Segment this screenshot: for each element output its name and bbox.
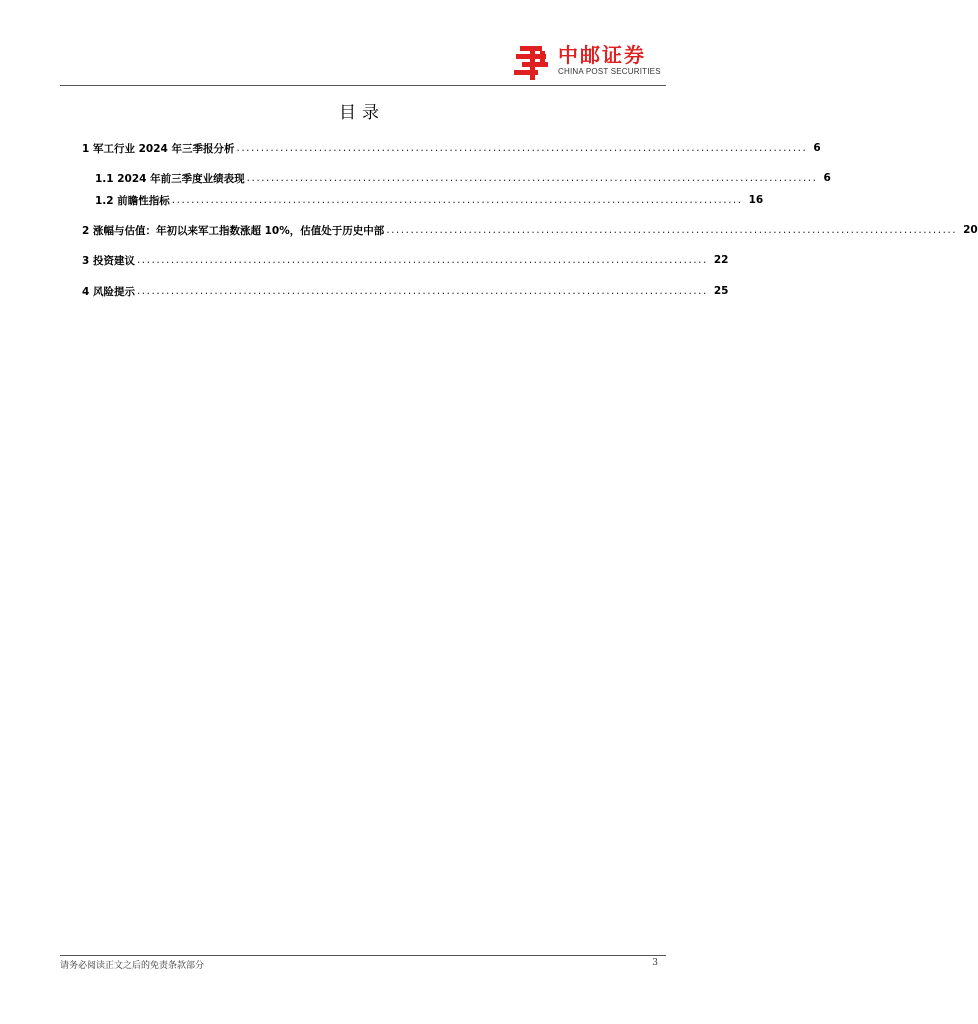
toc-entry-page: 25 xyxy=(713,285,729,297)
toc-entry-label: 1 军工行业 2024 年三季报分析 xyxy=(82,142,235,155)
page-header xyxy=(0,0,724,86)
toc-entry[interactable] xyxy=(82,140,821,156)
toc-dot-leader: ...................................................................................................................... xyxy=(386,224,958,236)
toc-entry-page: 6 xyxy=(813,142,821,154)
toc-entry-label: 1.1 2024 年前三季度业绩表现 xyxy=(95,172,245,185)
brand-name-cn: 中邮证券 xyxy=(558,43,646,67)
toc-dot-leader: ...................................................................................................................... xyxy=(136,285,708,297)
toc-entry-label: 1.2 前瞻性指标 xyxy=(95,194,170,207)
china-post-logo-icon xyxy=(514,42,554,82)
toc-entry-label: 4 风险提示 xyxy=(82,285,135,298)
toc-entry[interactable] xyxy=(82,252,729,268)
brand-logo xyxy=(514,42,674,82)
toc-entry-page: 6 xyxy=(823,172,831,184)
toc-entry-label: 2 涨幅与估值：年初以来军工指数涨超 10%，估值处于历史中部 xyxy=(82,224,385,237)
toc-entry-page: 20 xyxy=(963,224,978,236)
header-divider xyxy=(60,85,666,86)
toc-entry[interactable] xyxy=(95,192,764,208)
toc-dot-leader: ...................................................................................................................... xyxy=(236,142,808,154)
toc-entry[interactable] xyxy=(82,222,978,238)
toc-dot-leader: ...................................................................................................................... xyxy=(136,254,708,266)
toc-dot-leader: ...................................................................................................................... xyxy=(246,172,818,184)
page-number: 3 xyxy=(652,958,658,968)
toc-dot-leader: ...................................................................................................................... xyxy=(171,194,743,206)
toc-entry[interactable] xyxy=(95,170,831,186)
brand-name-en: CHINA POST SECURITIES xyxy=(558,67,661,76)
toc-entry-page: 22 xyxy=(713,254,729,266)
disclaimer-note: 请务必阅读正文之后的免责条款部分 xyxy=(60,961,205,971)
toc-entry[interactable] xyxy=(82,283,729,299)
footer-divider xyxy=(60,955,666,956)
toc-entry-page: 16 xyxy=(748,194,764,206)
toc-entry-label: 3 投资建议 xyxy=(82,254,135,267)
toc-title: 目录 xyxy=(339,103,385,123)
